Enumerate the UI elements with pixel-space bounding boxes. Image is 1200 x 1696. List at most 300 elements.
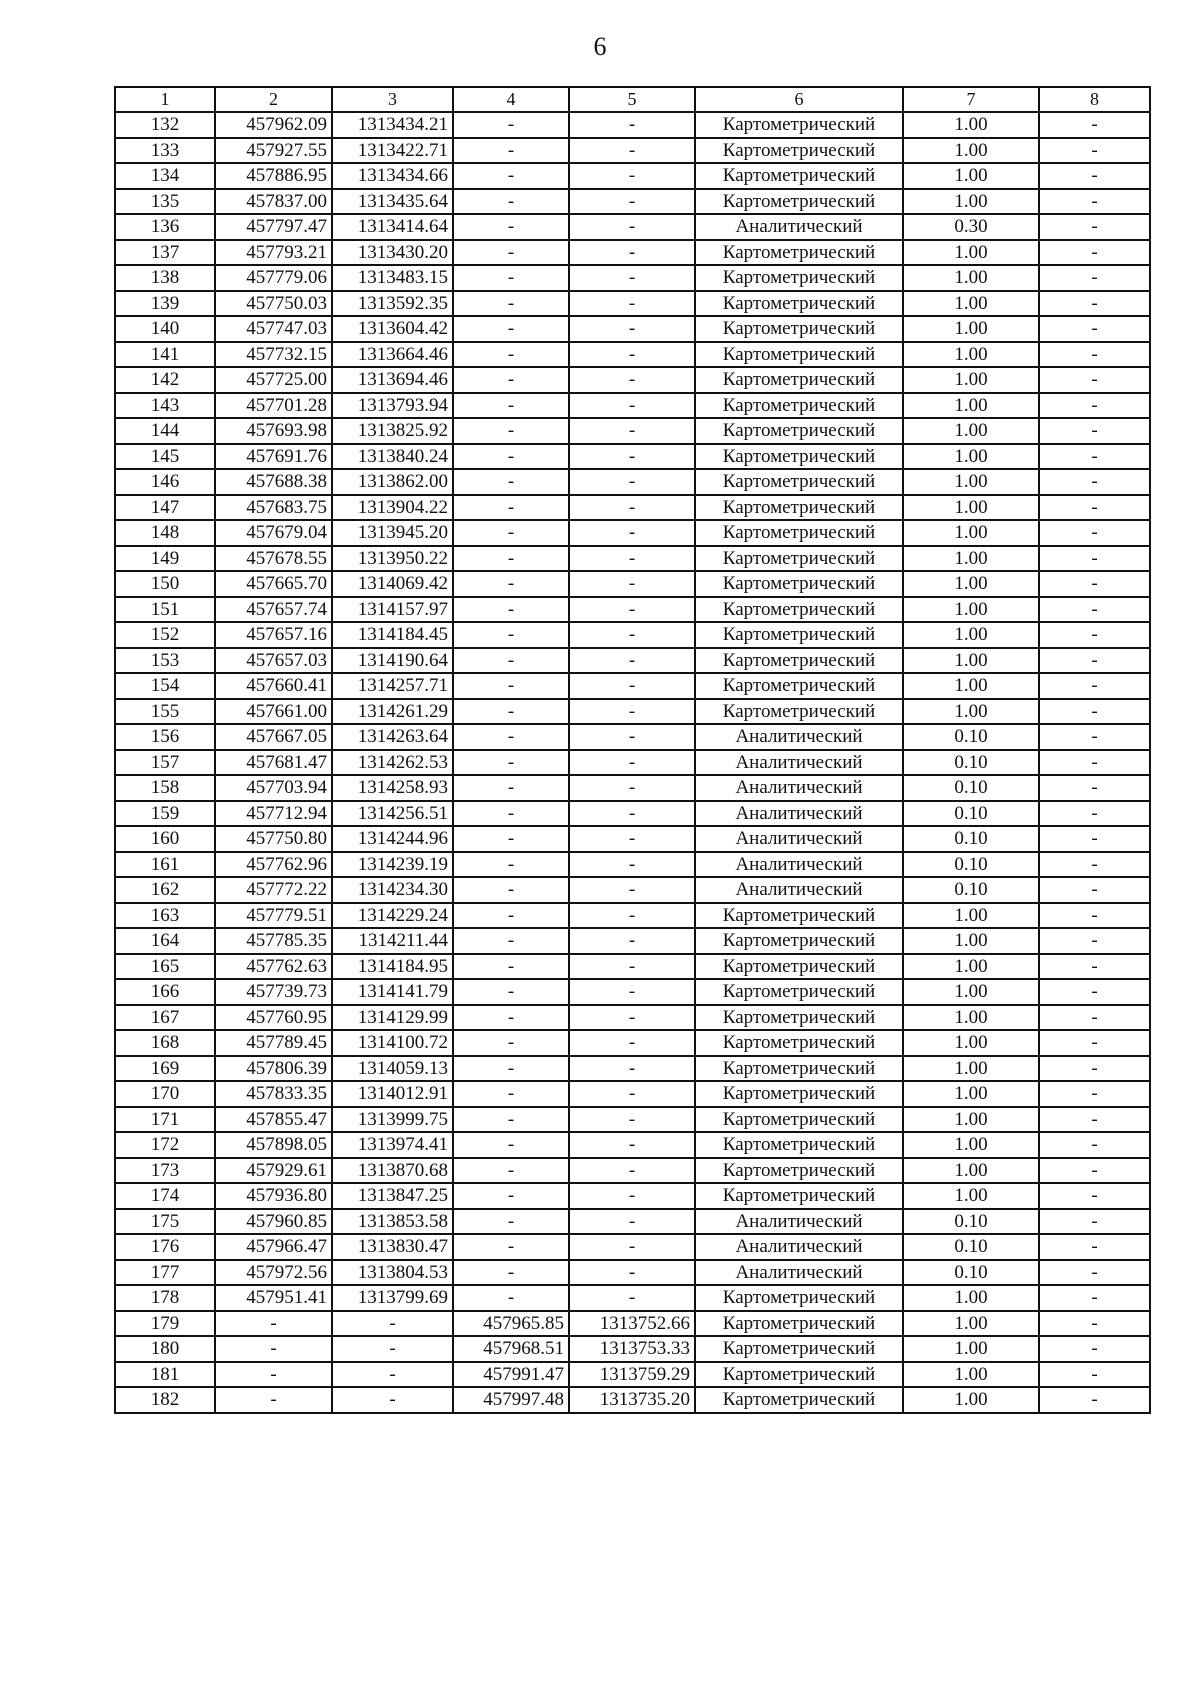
table-header-row: [115, 87, 1150, 112]
cell-existing-y: 1313804.53: [332, 1260, 453, 1286]
table-row: [115, 1132, 1150, 1158]
cell-notes: -: [1039, 112, 1150, 138]
table-row: [115, 852, 1150, 878]
cell-existing-y: 1313483.15: [332, 265, 453, 291]
cell-existing-x: 457966.47: [215, 1234, 332, 1260]
cell-point-number: 143: [115, 393, 215, 419]
cell-notes: -: [1039, 877, 1150, 903]
cell-accuracy: 1.00: [903, 1183, 1039, 1209]
cell-notes: -: [1039, 393, 1150, 419]
cell-method: Картометрический: [695, 189, 903, 215]
cell-existing-x: 457739.73: [215, 979, 332, 1005]
table-row: [115, 1209, 1150, 1235]
cell-accuracy: 1.00: [903, 1336, 1039, 1362]
cell-new-x: -: [453, 1234, 569, 1260]
cell-new-x: -: [453, 1005, 569, 1031]
cell-accuracy: 1.00: [903, 138, 1039, 164]
cell-new-y: -: [569, 342, 695, 368]
cell-notes: -: [1039, 444, 1150, 470]
header-cell-accuracy: 7: [903, 87, 1039, 112]
cell-existing-x: 457898.05: [215, 1132, 332, 1158]
cell-new-y: -: [569, 1183, 695, 1209]
header-cell-new-y: 5: [569, 87, 695, 112]
table-row: [115, 1311, 1150, 1337]
cell-existing-y: 1313430.20: [332, 240, 453, 266]
cell-existing-y: 1314157.97: [332, 597, 453, 623]
cell-existing-x: 457929.61: [215, 1158, 332, 1184]
cell-accuracy: 1.00: [903, 1132, 1039, 1158]
cell-accuracy: 1.00: [903, 163, 1039, 189]
cell-new-y: -: [569, 138, 695, 164]
cell-point-number: 170: [115, 1081, 215, 1107]
table-row: [115, 495, 1150, 521]
cell-existing-y: 1313847.25: [332, 1183, 453, 1209]
cell-existing-y: 1314100.72: [332, 1030, 453, 1056]
cell-existing-x: 457762.96: [215, 852, 332, 878]
cell-existing-y: 1313999.75: [332, 1107, 453, 1133]
cell-new-x: -: [453, 1056, 569, 1082]
cell-new-x: -: [453, 903, 569, 929]
cell-existing-x: 457679.04: [215, 520, 332, 546]
cell-existing-y: 1314211.44: [332, 928, 453, 954]
cell-new-y: -: [569, 1056, 695, 1082]
cell-existing-y: 1313414.64: [332, 214, 453, 240]
cell-existing-x: 457960.85: [215, 1209, 332, 1235]
table-row: [115, 265, 1150, 291]
cell-existing-y: -: [332, 1336, 453, 1362]
table-row: [115, 622, 1150, 648]
cell-existing-x: 457750.80: [215, 826, 332, 852]
cell-point-number: 156: [115, 724, 215, 750]
cell-new-x: -: [453, 444, 569, 470]
cell-method: Картометрический: [695, 1183, 903, 1209]
cell-method: Картометрический: [695, 979, 903, 1005]
cell-existing-y: 1314190.64: [332, 648, 453, 674]
cell-point-number: 175: [115, 1209, 215, 1235]
cell-new-x: -: [453, 979, 569, 1005]
cell-new-y: -: [569, 291, 695, 317]
table-row: [115, 342, 1150, 368]
cell-accuracy: 0.10: [903, 1260, 1039, 1286]
cell-notes: -: [1039, 1311, 1150, 1337]
cell-existing-x: 457789.45: [215, 1030, 332, 1056]
cell-notes: -: [1039, 495, 1150, 521]
cell-existing-y: 1313434.66: [332, 163, 453, 189]
cell-existing-y: 1313799.69: [332, 1285, 453, 1311]
cell-method: Картометрический: [695, 546, 903, 572]
cell-existing-x: 457855.47: [215, 1107, 332, 1133]
cell-accuracy: 1.00: [903, 622, 1039, 648]
cell-method: Картометрический: [695, 1132, 903, 1158]
cell-point-number: 138: [115, 265, 215, 291]
cell-point-number: 180: [115, 1336, 215, 1362]
header-cell-existing-y: 3: [332, 87, 453, 112]
cell-point-number: 144: [115, 418, 215, 444]
cell-point-number: 135: [115, 189, 215, 215]
cell-new-y: -: [569, 775, 695, 801]
cell-new-x: -: [453, 826, 569, 852]
cell-point-number: 173: [115, 1158, 215, 1184]
cell-new-y: -: [569, 367, 695, 393]
table-row: [115, 673, 1150, 699]
cell-method: Картометрический: [695, 1056, 903, 1082]
cell-accuracy: 1.00: [903, 597, 1039, 623]
table-row: [115, 724, 1150, 750]
cell-new-y: -: [569, 597, 695, 623]
cell-notes: -: [1039, 903, 1150, 929]
cell-new-y: -: [569, 444, 695, 470]
cell-existing-x: 457657.74: [215, 597, 332, 623]
header-cell-method: 6: [695, 87, 903, 112]
table-row: [115, 826, 1150, 852]
cell-existing-x: 457797.47: [215, 214, 332, 240]
cell-notes: -: [1039, 1362, 1150, 1388]
table-row: [115, 367, 1150, 393]
cell-notes: -: [1039, 1209, 1150, 1235]
table-row: [115, 520, 1150, 546]
cell-point-number: 167: [115, 1005, 215, 1031]
cell-accuracy: 1.00: [903, 240, 1039, 266]
cell-notes: -: [1039, 214, 1150, 240]
table-row: [115, 571, 1150, 597]
cell-existing-y: 1314229.24: [332, 903, 453, 929]
cell-existing-y: 1313945.20: [332, 520, 453, 546]
cell-accuracy: 1.00: [903, 1158, 1039, 1184]
cell-notes: -: [1039, 1234, 1150, 1260]
cell-existing-y: 1313974.41: [332, 1132, 453, 1158]
cell-new-x: -: [453, 597, 569, 623]
cell-new-y: -: [569, 673, 695, 699]
cell-notes: -: [1039, 189, 1150, 215]
cell-point-number: 140: [115, 316, 215, 342]
cell-new-y: 1313735.20: [569, 1387, 695, 1413]
cell-new-y: 1313759.29: [569, 1362, 695, 1388]
cell-new-y: -: [569, 1081, 695, 1107]
cell-notes: -: [1039, 750, 1150, 776]
cell-new-y: -: [569, 1005, 695, 1031]
table-row: [115, 138, 1150, 164]
cell-accuracy: 1.00: [903, 979, 1039, 1005]
cell-notes: -: [1039, 979, 1150, 1005]
cell-existing-x: 457681.47: [215, 750, 332, 776]
cell-method: Картометрический: [695, 622, 903, 648]
cell-existing-y: 1314234.30: [332, 877, 453, 903]
table-row: [115, 954, 1150, 980]
cell-existing-y: 1314012.91: [332, 1081, 453, 1107]
cell-existing-y: 1314258.93: [332, 775, 453, 801]
cell-existing-x: 457725.00: [215, 367, 332, 393]
coordinates-table: [114, 86, 1151, 1414]
cell-new-x: 457968.51: [453, 1336, 569, 1362]
table-row: [115, 1285, 1150, 1311]
cell-existing-y: 1314263.64: [332, 724, 453, 750]
cell-new-y: -: [569, 1209, 695, 1235]
cell-point-number: 152: [115, 622, 215, 648]
cell-notes: -: [1039, 699, 1150, 725]
cell-method: Картометрический: [695, 418, 903, 444]
table-row: [115, 1362, 1150, 1388]
cell-notes: -: [1039, 622, 1150, 648]
cell-new-y: -: [569, 928, 695, 954]
cell-accuracy: 1.00: [903, 342, 1039, 368]
cell-existing-x: 457837.00: [215, 189, 332, 215]
cell-method: Картометрический: [695, 469, 903, 495]
cell-method: Картометрический: [695, 1387, 903, 1413]
cell-point-number: 158: [115, 775, 215, 801]
table-row: [115, 1183, 1150, 1209]
cell-existing-y: 1313422.71: [332, 138, 453, 164]
table-row: [115, 112, 1150, 138]
cell-existing-y: 1313904.22: [332, 495, 453, 521]
cell-existing-x: 457785.35: [215, 928, 332, 954]
cell-notes: -: [1039, 1260, 1150, 1286]
cell-method: Картометрический: [695, 163, 903, 189]
cell-existing-x: 457833.35: [215, 1081, 332, 1107]
cell-existing-x: 457779.06: [215, 265, 332, 291]
cell-notes: -: [1039, 316, 1150, 342]
cell-new-y: -: [569, 265, 695, 291]
cell-method: Картометрический: [695, 1285, 903, 1311]
cell-existing-y: 1314141.79: [332, 979, 453, 1005]
cell-accuracy: 1.00: [903, 954, 1039, 980]
cell-existing-y: 1314262.53: [332, 750, 453, 776]
table-body: [115, 87, 1150, 1413]
cell-method: Аналитический: [695, 801, 903, 827]
cell-existing-x: 457886.95: [215, 163, 332, 189]
cell-existing-y: 1314257.71: [332, 673, 453, 699]
table-row: [115, 1056, 1150, 1082]
table-row: [115, 240, 1150, 266]
cell-point-number: 157: [115, 750, 215, 776]
cell-new-x: 457991.47: [453, 1362, 569, 1388]
cell-new-x: -: [453, 418, 569, 444]
cell-existing-x: 457750.03: [215, 291, 332, 317]
cell-new-x: -: [453, 138, 569, 164]
table-row: [115, 1158, 1150, 1184]
cell-accuracy: 1.00: [903, 571, 1039, 597]
cell-notes: -: [1039, 1005, 1150, 1031]
cell-notes: -: [1039, 1183, 1150, 1209]
cell-notes: -: [1039, 801, 1150, 827]
cell-method: Аналитический: [695, 1234, 903, 1260]
cell-notes: -: [1039, 1387, 1150, 1413]
cell-existing-x: -: [215, 1362, 332, 1388]
cell-accuracy: 0.10: [903, 1234, 1039, 1260]
cell-existing-x: 457665.70: [215, 571, 332, 597]
cell-accuracy: 1.00: [903, 520, 1039, 546]
cell-accuracy: 1.00: [903, 1311, 1039, 1337]
cell-existing-x: -: [215, 1336, 332, 1362]
cell-new-y: -: [569, 750, 695, 776]
cell-point-number: 182: [115, 1387, 215, 1413]
cell-existing-x: 457657.03: [215, 648, 332, 674]
cell-method: Картометрический: [695, 571, 903, 597]
cell-notes: -: [1039, 826, 1150, 852]
cell-point-number: 150: [115, 571, 215, 597]
cell-accuracy: 0.10: [903, 750, 1039, 776]
cell-notes: -: [1039, 597, 1150, 623]
cell-notes: -: [1039, 775, 1150, 801]
cell-new-x: -: [453, 469, 569, 495]
cell-new-x: -: [453, 520, 569, 546]
cell-new-x: -: [453, 648, 569, 674]
cell-point-number: 163: [115, 903, 215, 929]
cell-method: Картометрический: [695, 1081, 903, 1107]
cell-accuracy: 1.00: [903, 673, 1039, 699]
header-cell-existing-x: 2: [215, 87, 332, 112]
cell-new-y: -: [569, 495, 695, 521]
cell-point-number: 160: [115, 826, 215, 852]
cell-existing-y: 1314069.42: [332, 571, 453, 597]
cell-new-y: -: [569, 571, 695, 597]
cell-existing-y: 1313793.94: [332, 393, 453, 419]
cell-notes: -: [1039, 138, 1150, 164]
cell-point-number: 181: [115, 1362, 215, 1388]
cell-method: Картометрический: [695, 648, 903, 674]
cell-accuracy: 0.10: [903, 1209, 1039, 1235]
cell-existing-x: 457703.94: [215, 775, 332, 801]
table-row: [115, 877, 1150, 903]
cell-existing-x: 457657.16: [215, 622, 332, 648]
cell-accuracy: 1.00: [903, 367, 1039, 393]
cell-new-x: -: [453, 928, 569, 954]
cell-new-y: -: [569, 240, 695, 266]
cell-point-number: 178: [115, 1285, 215, 1311]
cell-existing-x: 457760.95: [215, 1005, 332, 1031]
cell-accuracy: 0.10: [903, 775, 1039, 801]
cell-point-number: 141: [115, 342, 215, 368]
cell-existing-y: 1313862.00: [332, 469, 453, 495]
cell-notes: -: [1039, 1158, 1150, 1184]
cell-existing-y: 1313434.21: [332, 112, 453, 138]
table-row: [115, 1107, 1150, 1133]
cell-method: Картометрический: [695, 1005, 903, 1031]
cell-notes: -: [1039, 954, 1150, 980]
cell-method: Картометрический: [695, 954, 903, 980]
cell-notes: -: [1039, 724, 1150, 750]
cell-existing-y: 1314244.96: [332, 826, 453, 852]
table-row: [115, 597, 1150, 623]
cell-point-number: 161: [115, 852, 215, 878]
cell-existing-x: 457936.80: [215, 1183, 332, 1209]
cell-method: Картометрический: [695, 393, 903, 419]
cell-new-y: -: [569, 1234, 695, 1260]
table-row: [115, 469, 1150, 495]
cell-point-number: 148: [115, 520, 215, 546]
table-row: [115, 979, 1150, 1005]
cell-method: Аналитический: [695, 750, 903, 776]
cell-notes: -: [1039, 520, 1150, 546]
cell-accuracy: 0.10: [903, 852, 1039, 878]
cell-new-y: -: [569, 724, 695, 750]
cell-new-y: -: [569, 801, 695, 827]
cell-existing-x: 457962.09: [215, 112, 332, 138]
cell-existing-y: 1313825.92: [332, 418, 453, 444]
cell-new-x: -: [453, 801, 569, 827]
cell-existing-y: 1313853.58: [332, 1209, 453, 1235]
cell-existing-x: 457762.63: [215, 954, 332, 980]
cell-method: Аналитический: [695, 214, 903, 240]
cell-notes: -: [1039, 1285, 1150, 1311]
cell-new-x: -: [453, 342, 569, 368]
cell-existing-y: 1313592.35: [332, 291, 453, 317]
cell-existing-x: 457660.41: [215, 673, 332, 699]
cell-existing-x: 457693.98: [215, 418, 332, 444]
cell-accuracy: 1.00: [903, 546, 1039, 572]
table-row: [115, 444, 1150, 470]
table-row: [115, 699, 1150, 725]
cell-new-x: -: [453, 265, 569, 291]
cell-existing-x: 457772.22: [215, 877, 332, 903]
cell-new-y: -: [569, 418, 695, 444]
cell-point-number: 147: [115, 495, 215, 521]
cell-notes: -: [1039, 1081, 1150, 1107]
cell-existing-x: 457732.15: [215, 342, 332, 368]
cell-point-number: 153: [115, 648, 215, 674]
table-row: [115, 1336, 1150, 1362]
cell-accuracy: 1.00: [903, 1030, 1039, 1056]
cell-new-y: -: [569, 877, 695, 903]
cell-new-x: -: [453, 622, 569, 648]
cell-method: Картометрический: [695, 1107, 903, 1133]
cell-new-y: -: [569, 1107, 695, 1133]
cell-notes: -: [1039, 673, 1150, 699]
cell-new-y: -: [569, 622, 695, 648]
cell-method: Картометрический: [695, 342, 903, 368]
cell-accuracy: 1.00: [903, 444, 1039, 470]
cell-point-number: 172: [115, 1132, 215, 1158]
cell-accuracy: 1.00: [903, 1081, 1039, 1107]
header-cell-notes: 8: [1039, 87, 1150, 112]
cell-new-y: -: [569, 1030, 695, 1056]
cell-accuracy: 1.00: [903, 393, 1039, 419]
cell-method: Картометрический: [695, 597, 903, 623]
cell-existing-y: -: [332, 1311, 453, 1337]
cell-new-y: -: [569, 112, 695, 138]
cell-new-y: -: [569, 214, 695, 240]
cell-accuracy: 1.00: [903, 495, 1039, 521]
table-row: [115, 801, 1150, 827]
cell-new-x: -: [453, 1183, 569, 1209]
cell-new-y: -: [569, 1285, 695, 1311]
cell-existing-x: 457793.21: [215, 240, 332, 266]
cell-notes: -: [1039, 291, 1150, 317]
cell-new-y: -: [569, 1132, 695, 1158]
cell-new-y: -: [569, 903, 695, 929]
table-row: [115, 546, 1150, 572]
cell-point-number: 165: [115, 954, 215, 980]
cell-new-x: 457965.85: [453, 1311, 569, 1337]
cell-new-y: -: [569, 520, 695, 546]
table-row: [115, 214, 1150, 240]
cell-point-number: 151: [115, 597, 215, 623]
cell-existing-y: 1314239.19: [332, 852, 453, 878]
cell-method: Аналитический: [695, 826, 903, 852]
cell-method: Картометрический: [695, 520, 903, 546]
cell-notes: -: [1039, 928, 1150, 954]
cell-notes: -: [1039, 1107, 1150, 1133]
table-row: [115, 775, 1150, 801]
cell-accuracy: 1.00: [903, 1056, 1039, 1082]
cell-existing-x: 457951.41: [215, 1285, 332, 1311]
cell-accuracy: 1.00: [903, 1362, 1039, 1388]
table-row: [115, 928, 1150, 954]
cell-new-y: -: [569, 954, 695, 980]
cell-notes: -: [1039, 852, 1150, 878]
cell-existing-y: 1314059.13: [332, 1056, 453, 1082]
table-row: [115, 1005, 1150, 1031]
cell-existing-x: -: [215, 1311, 332, 1337]
